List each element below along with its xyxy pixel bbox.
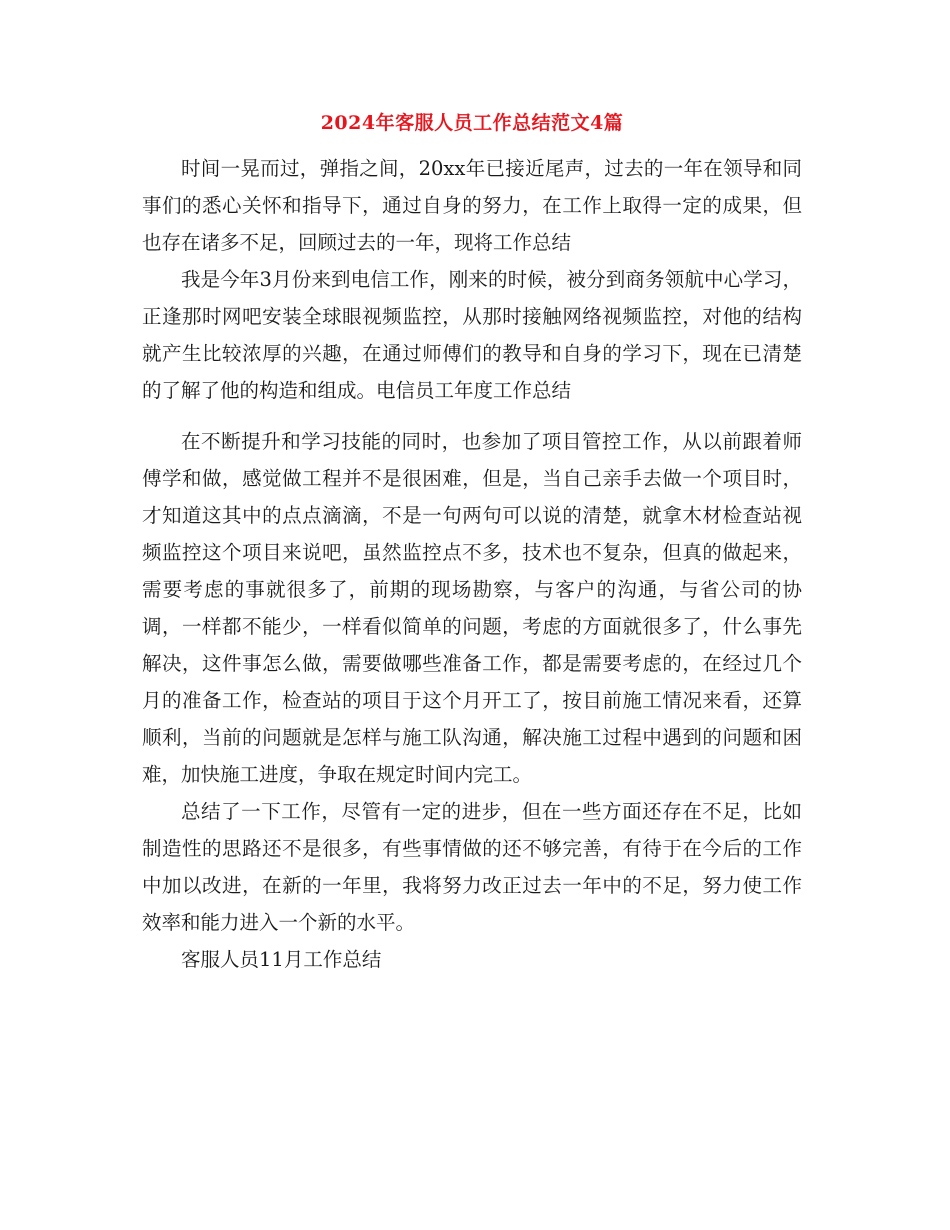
- paragraph-telecom-start: 我是今年3月份来到电信工作，刚来的时候，被分到商务领航中心学习，正逢那时网吧安装全球眼视频监控，从那时接触网络视频监控，对他的结构就产生比较浓厚的兴趣，在通过师傅们的教导和自身的学习下，现在已清楚的了解了他的构造和组成。电信员工年度工作总结: [142, 268, 802, 402]
- paragraph-summary: 总结了一下工作，尽管有一定的进步，但在一些方面还存在不足，比如制造性的思路还不是很多，有些事情做的还不够完善，有待于在今后的工作中加以改进，在新的一年里，我将努力改正过去一年中的不足，努力使工作效率和能力进入一个新的水平。: [142, 800, 802, 934]
- document-title: 2024年客服人员工作总结范文4篇: [320, 112, 624, 134]
- paragraph-project-management: 在不断提升和学习技能的同时，也参加了项目管控工作，从以前跟着师傅学和做，感觉做工程并不是很困难，但是，当自己亲手去做一个项目时，才知道这其中的点点滴滴，不是一句两句可以说的清楚，就拿木材检查站视频监控这个项目来说吧，虽然监控点不多，技术也不复杂，但真的做起来，需要考虑的事就很多了，前期的现场勘察，与客户的沟通，与省公司的协调，一样都不能少，一样看似简单的问题，考虑的方面就很多了，什么事先解决，这件事怎么做，需要做哪些准备工作，都是需要考虑的，在经过几个月的准备工作，检查站的项目于这个月开工了，按目前施工情况来看，还算顺利，当前的问题就是怎样与施工队沟通，解决施工过程中遇到的问题和困难，加快施工进度，争取在规定时间内完工。: [142, 430, 802, 786]
- paragraph-intro: 时间一晃而过，弹指之间，20xx年已接近尾声，过去的一年在领导和同事们的悉心关怀和指导下，通过自身的努力，在工作上取得一定的成果，但也存在诸多不足，回顾过去的一年，现将工作总结: [142, 157, 802, 254]
- paragraph-next-heading: 客服人员11月工作总结: [181, 948, 382, 971]
